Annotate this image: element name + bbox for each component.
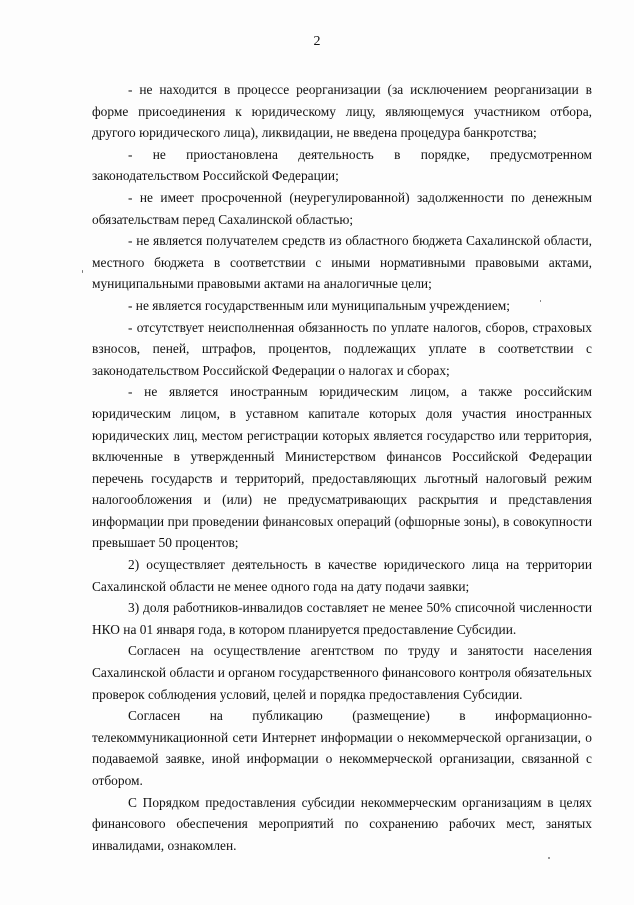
condition-operating-period: 2) осуществляет деятельность в качестве юридического лица на территории Сахалинской области не менее одного года на дату подачи заявки; <box>92 557 592 594</box>
consent-publication: Согласен на публикацию (размещение) в информационно-телекоммуникационной сети Интернет информации о некоммерческой организации, о подаваемой заявке, иной информации о некоммерческой организации, связанной с отбором. <box>92 708 592 788</box>
acknowledgement-procedure: С Порядком предоставления субсидии некоммерческим организациям в целях финансового обеспечения мероприятий по сохранению рабочих мест, занятых инвалидами, ознакомлен. <box>92 794 592 853</box>
page-number: 2 <box>313 34 321 49</box>
condition-not-suspended: - не приостановлена деятельность в порядке, предусмотренном законодательством Российской Федерации; <box>92 146 592 184</box>
condition-no-tax-arrears: - отсутствует неисполненная обязанность по уплате налогов, сборов, страховых взносов, пеней, штрафов, процентов, подлежащих уплате в соответствии с законодательством Российской Федерации о налогах и сборах; <box>92 319 592 378</box>
condition-not-state-institution: - не является государственным или муниципальным учреждением; <box>128 297 510 313</box>
condition-no-overdue-debt: - не имеет просроченной (неурегулированной) задолженности по денежным обязательствам перед Сахалинской областью; <box>92 189 592 227</box>
condition-not-reorganizing: - не находится в процессе реорганизации (за исключением реорганизации в форме присоединения к юридическому лицу, являющемуся участником отбора, другого юридического лица), ликвидации, не введена процедура банкротства; <box>92 82 592 141</box>
condition-not-foreign-entity: - не является иностранным юридическим лицом, а также российским юридическим лицом, в уставном капитале которых доля участия иностранных юридических лиц, местом регистрации которых является государство или территория, включенные в утвержденный Министерством финансов Российской Федерации перечень государств и территорий, предоставляющих льготный налоговый режим налогообложения и (или) не предусматривающих раскрытия и представления информации при проведении финансовых операций (офшорные зоны), в совокупности превышает 50 процентов; <box>92 384 592 551</box>
scan-speck <box>540 300 541 302</box>
condition-not-budget-recipient: - не является получателем средств из областного бюджета Сахалинской области, местного бюджета в соответствии с иными нормативными правовыми актами, муниципальными правовыми актами на аналогичные цели; <box>92 233 592 292</box>
scan-speck <box>82 270 83 273</box>
condition-disabled-workers-share: 3) доля работников-инвалидов составляет не менее 50% списочной численности НКО на 01 января года, в котором планируется предоставление Субсидии. <box>92 600 592 637</box>
scan-speck <box>548 857 550 859</box>
consent-inspections: Согласен на осуществление агентством по труду и занятости населения Сахалинской области и органом государственного финансового контроля обязательных проверок соблюдения условий, целей и порядка предоставления Субсидии. <box>92 643 592 702</box>
document-body <box>92 79 592 856</box>
